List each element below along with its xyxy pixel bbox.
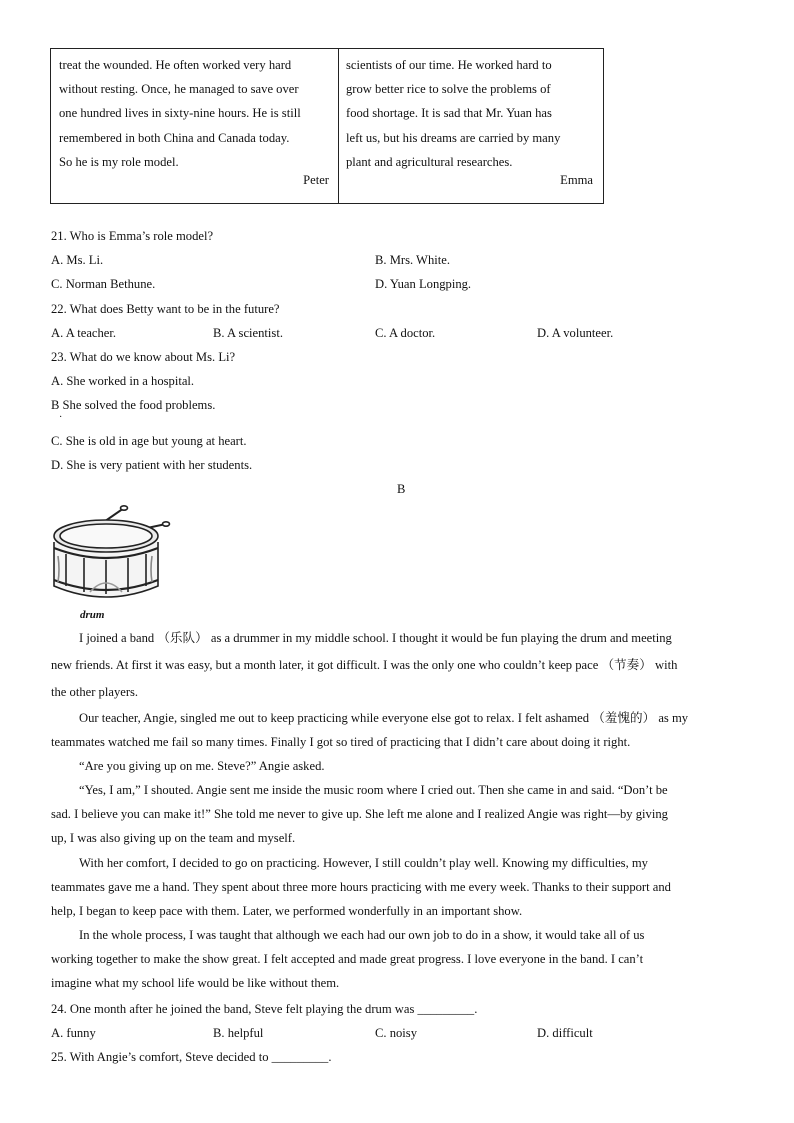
passage-line: In the whole process, I was taught that although we each had our own job to do in a show, it would take all of us [79, 927, 645, 942]
table-line: scientists of our time. He worked hard to [346, 58, 552, 72]
drum-illustration [50, 504, 172, 622]
passage-line: new friends. At first it was easy, but a month later, it got difficult. I was the only one who couldn’t keep pace （节奏） with [51, 658, 678, 672]
stray-dot: · [59, 412, 63, 423]
signature-emma: Emma [560, 173, 593, 187]
drum-caption: drum [80, 609, 105, 621]
option-22-a[interactable]: A. A teacher. [51, 326, 117, 340]
table-line: food shortage. It is sad that Mr. Yuan has [346, 106, 552, 121]
option-21-b[interactable]: B. Mrs. White. [375, 253, 450, 267]
table-line: remembered in both China and Canada today. [59, 130, 290, 145]
passage-line: the other players. [51, 685, 139, 699]
passage-line: “Yes, I am,” I shouted. Angie sent me inside the music room where I cried out. Then she came in and said. “Don’t be [79, 783, 668, 798]
passage-body [51, 706, 757, 995]
table-cell-peter [59, 53, 329, 174]
passage-line: Our teacher, Angie, singled me out to keep practicing while everyone else got to relax. I felt ashamed （羞愧的） as my [79, 711, 689, 725]
option-24-d[interactable]: D. difficult [537, 1026, 593, 1040]
table-line: left us, but his dreams are carried by many [346, 130, 561, 145]
drum-figure [50, 504, 172, 622]
option-23-b[interactable]: B She solved the food problems. [51, 398, 216, 412]
table-cell-emma [346, 53, 598, 174]
table-line: one hundred lives in sixty-nine hours. He is still [59, 106, 301, 121]
table-line: So he is my role model. [59, 154, 179, 169]
passage-paragraph-1 [51, 625, 757, 706]
reading-table [50, 48, 604, 204]
table-line: treat the wounded. He often worked very hard [59, 58, 292, 72]
option-24-a[interactable]: A. funny [51, 1026, 96, 1040]
option-23-c[interactable]: C. She is old in age but young at heart. [51, 434, 247, 448]
question-23: 23. What do we know about Ms. Li? [51, 350, 236, 364]
passage-line: With her comfort, I decided to go on practicing. However, I still couldn’t play well. Knowing my difficulties, my [79, 855, 648, 870]
passage-line: imagine what my school life would be like without them. [51, 976, 340, 991]
option-24-b[interactable]: B. helpful [213, 1026, 264, 1040]
table-line: without resting. Once, he managed to save over [59, 82, 299, 97]
passage-line: I joined a band （乐队） as a drummer in my middle school. I thought it would be fun playing the drum and meeting [79, 631, 672, 645]
option-22-b[interactable]: B. A scientist. [213, 326, 283, 340]
passage-line: teammates watched me fail so many times. Finally I got so tired of practicing that I didn’t care about doing it right. [51, 735, 631, 750]
passage-line: teammates gave me a hand. They spent about three more hours practicing with me every week. Thanks to their support and [51, 879, 671, 894]
table-divider [338, 49, 339, 203]
option-21-d[interactable]: D. Yuan Longping. [375, 277, 472, 291]
option-22-d[interactable]: D. A volunteer. [537, 326, 614, 340]
option-21-c[interactable]: C. Norman Bethune. [51, 277, 156, 291]
option-23-d[interactable]: D. She is very patient with her students. [51, 458, 253, 472]
passage-line: “Are you giving up on me. Steve?” Angie asked. [79, 759, 325, 774]
question-25: 25. With Angie’s comfort, Steve decided to _________. [51, 1050, 332, 1064]
question-22: 22. What does Betty want to be in the future? [51, 302, 280, 316]
option-24-c[interactable]: C. noisy [375, 1026, 417, 1040]
passage-line: working together to make the show great. I felt accepted and made great progress. I love everyone in the band. I can’t [51, 951, 644, 966]
section-heading-b: B [397, 482, 406, 496]
question-21: 21. Who is Emma’s role model? [51, 229, 214, 243]
signature-peter: Peter [303, 173, 329, 187]
passage-line: help, I began to keep pace with them. Later, we performed wonderfully in an important show. [51, 903, 523, 918]
option-21-a[interactable]: A. Ms. Li. [51, 253, 104, 267]
option-23-a[interactable]: A. She worked in a hospital. [51, 374, 195, 388]
option-22-c[interactable]: C. A doctor. [375, 326, 436, 340]
passage-line: sad. I believe you can make it!” She told me never to give up. She left me alone and I realized Angie was right—by giving [51, 807, 668, 822]
table-line: grow better rice to solve the problems of [346, 82, 551, 97]
question-24: 24. One month after he joined the band, Steve felt playing the drum was _________. [51, 1002, 478, 1016]
passage-line: up, I was also giving up on the team and myself. [51, 831, 296, 846]
table-line: plant and agricultural researches. [346, 154, 513, 169]
